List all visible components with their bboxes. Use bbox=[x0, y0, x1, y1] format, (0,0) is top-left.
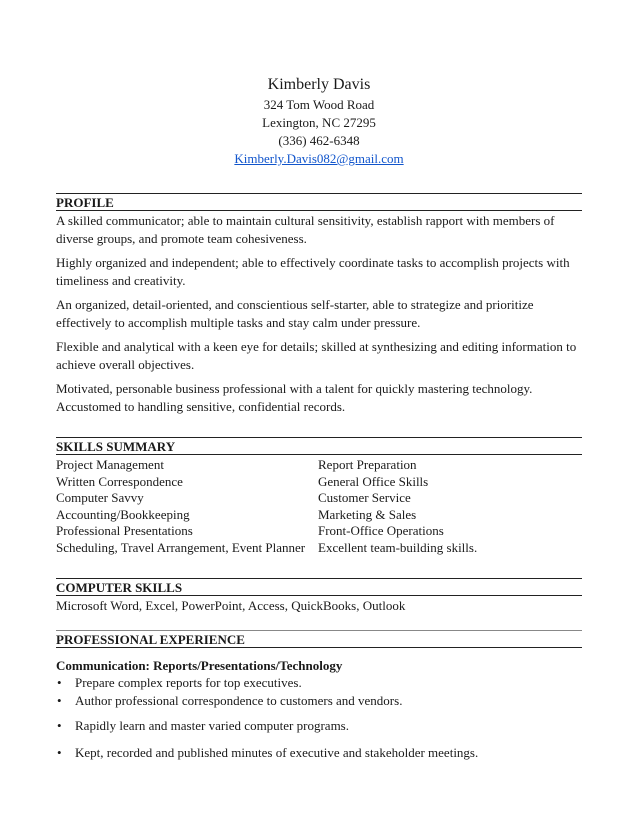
computer-skills-heading: COMPUTER SKILLS bbox=[56, 578, 582, 596]
bullet-text: Prepare complex reports for top executives. bbox=[75, 675, 302, 690]
skills-grid bbox=[56, 457, 582, 556]
profile-paragraph: An organized, detail-oriented, and conscientious self-starter, able to strategize and prioritize effectively to accomplish multiple tasks and stay calm under pressure. bbox=[56, 297, 534, 330]
skill-item: General Office Skills bbox=[318, 473, 429, 489]
bullet-icon: • bbox=[57, 718, 62, 733]
list-item bbox=[56, 674, 582, 691]
street-address: 324 Tom Wood Road bbox=[263, 97, 375, 112]
list-item bbox=[56, 717, 582, 734]
profile-section bbox=[56, 193, 582, 416]
profile-paragraph: Motivated, personable business professional with a talent for quickly mastering technology. Accustomed to handling sensitive, confidential records. bbox=[56, 381, 533, 414]
skill-item: Customer Service bbox=[318, 490, 411, 505]
list-item bbox=[56, 744, 582, 761]
profile-paragraph: Flexible and analytical with a keen eye for details; skilled at synthesizing and editing information to achieve overall objectives. bbox=[56, 339, 577, 372]
applicant-name: Kimberly Davis bbox=[267, 76, 371, 93]
list-item bbox=[56, 692, 582, 709]
skill-item: Written Correspondence bbox=[56, 473, 183, 489]
bullet-icon: • bbox=[57, 693, 62, 708]
phone-number: (336) 462-6348 bbox=[278, 133, 360, 148]
skill-item: Accounting/Bookkeeping bbox=[56, 506, 190, 522]
bullet-text: Rapidly learn and master varied computer programs. bbox=[75, 718, 349, 733]
city-state-zip: Lexington, NC 27295 bbox=[262, 115, 376, 130]
bullet-text: Kept, recorded and published minutes of executive and stakeholder meetings. bbox=[75, 745, 479, 760]
skill-item: Professional Presentations bbox=[56, 523, 193, 538]
computer-skills-text: Microsoft Word, Excel, PowerPoint, Access, QuickBooks, Outlook bbox=[56, 598, 406, 613]
profile-heading: PROFILE bbox=[56, 193, 582, 211]
bullet-icon: • bbox=[57, 745, 62, 760]
skill-item: Report Preparation bbox=[318, 457, 417, 472]
skills-heading: SKILLS SUMMARY bbox=[56, 437, 582, 455]
bullet-text: Author professional correspondence to customers and vendors. bbox=[75, 693, 403, 708]
computer-skills-section bbox=[56, 578, 582, 615]
skill-item: Project Management bbox=[56, 457, 164, 472]
email-link[interactable]: Kimberly.Davis082@gmail.com bbox=[234, 151, 404, 166]
skill-item: Front-Office Operations bbox=[318, 523, 444, 538]
profile-paragraph: A skilled communicator; able to maintain cultural sensitivity, establish rapport with members of diverse groups, and promote team cohesiveness. bbox=[56, 213, 555, 246]
skill-item: Scheduling, Travel Arrangement, Event Planner bbox=[56, 539, 306, 555]
skill-item: Computer Savvy bbox=[56, 490, 144, 505]
skill-item: Excellent team-building skills. bbox=[318, 539, 478, 555]
experience-subheading: Communication: Reports/Presentations/Technology bbox=[56, 658, 343, 673]
experience-heading: PROFESSIONAL EXPERIENCE bbox=[56, 630, 582, 648]
experience-section bbox=[56, 630, 582, 761]
experience-list bbox=[56, 674, 582, 761]
profile-paragraph: Highly organized and independent; able to effectively coordinate tasks to accomplish projects with timeliness and creativity. bbox=[56, 255, 570, 288]
bullet-icon: • bbox=[57, 675, 62, 690]
resume-header bbox=[0, 74, 638, 168]
skill-item: Marketing & Sales bbox=[318, 506, 417, 522]
skills-section bbox=[56, 437, 582, 556]
